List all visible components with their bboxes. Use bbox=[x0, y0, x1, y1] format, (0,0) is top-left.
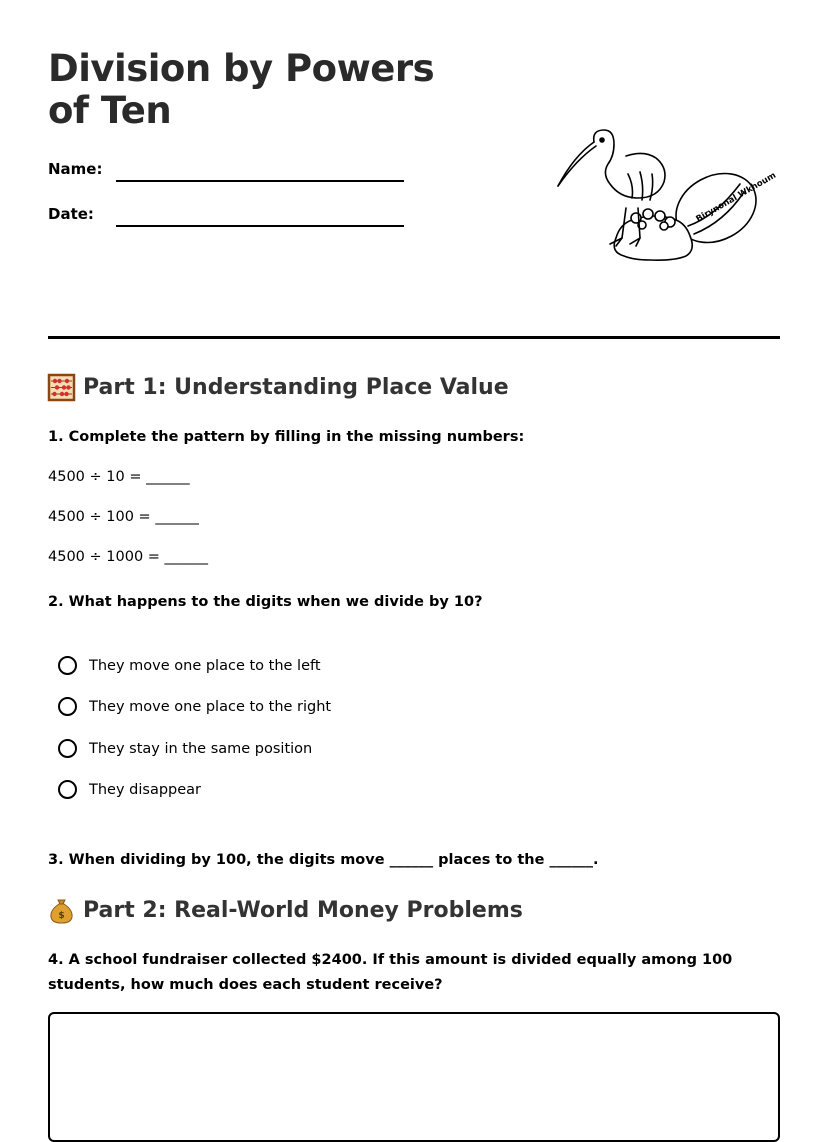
option-move-left[interactable] bbox=[58, 656, 321, 675]
radio-button[interactable] bbox=[58, 656, 77, 675]
equation-3[interactable]: 4500 ÷ 1000 = ______ bbox=[48, 549, 209, 565]
svg-text:$: $ bbox=[58, 911, 65, 921]
date-input-line[interactable] bbox=[116, 225, 404, 227]
part1-heading bbox=[48, 374, 509, 401]
date-label: Date: bbox=[48, 205, 94, 223]
ibis-football-cake-drawing bbox=[548, 122, 778, 267]
equation-1[interactable]: 4500 ÷ 10 = ______ bbox=[48, 469, 190, 485]
radio-button[interactable] bbox=[58, 780, 77, 799]
option-label: They move one place to the left bbox=[89, 657, 321, 674]
part2-heading bbox=[48, 897, 523, 924]
option-same-position[interactable] bbox=[58, 739, 312, 758]
name-input-line[interactable] bbox=[116, 180, 404, 182]
equation-2[interactable]: 4500 ÷ 100 = ______ bbox=[48, 509, 199, 525]
option-label: They move one place to the right bbox=[89, 698, 332, 715]
answer-box[interactable] bbox=[48, 1012, 780, 1142]
radio-button[interactable] bbox=[58, 697, 77, 716]
option-label: They stay in the same position bbox=[89, 740, 313, 757]
abacus-icon bbox=[48, 374, 75, 401]
question-1: 1. Complete the pattern by filling in the missing numbers: bbox=[48, 429, 525, 445]
football-label: Birynonal Wkhoum bbox=[694, 170, 778, 225]
option-move-right[interactable] bbox=[58, 697, 331, 716]
option-disappear[interactable] bbox=[58, 780, 201, 799]
question-4: 4. A school fundraiser collected $2400. If this amount is divided equally among 100 students, how much does each student receive? bbox=[48, 952, 733, 993]
part2-heading-text: Part 2: Real-World Money Problems bbox=[83, 898, 523, 923]
radio-button[interactable] bbox=[58, 739, 77, 758]
section-divider bbox=[48, 336, 780, 339]
question-3: 3. When dividing by 100, the digits move ______ places to the ______. bbox=[48, 852, 599, 868]
name-label: Name: bbox=[48, 160, 103, 178]
money-bag-icon bbox=[48, 897, 75, 924]
question-2: 2. What happens to the digits when we divide by 10? bbox=[48, 594, 483, 610]
part1-heading-text: Part 1: Understanding Place Value bbox=[83, 375, 509, 400]
page-title: Division by Powers of Ten bbox=[48, 47, 435, 132]
option-label: They disappear bbox=[89, 781, 202, 798]
